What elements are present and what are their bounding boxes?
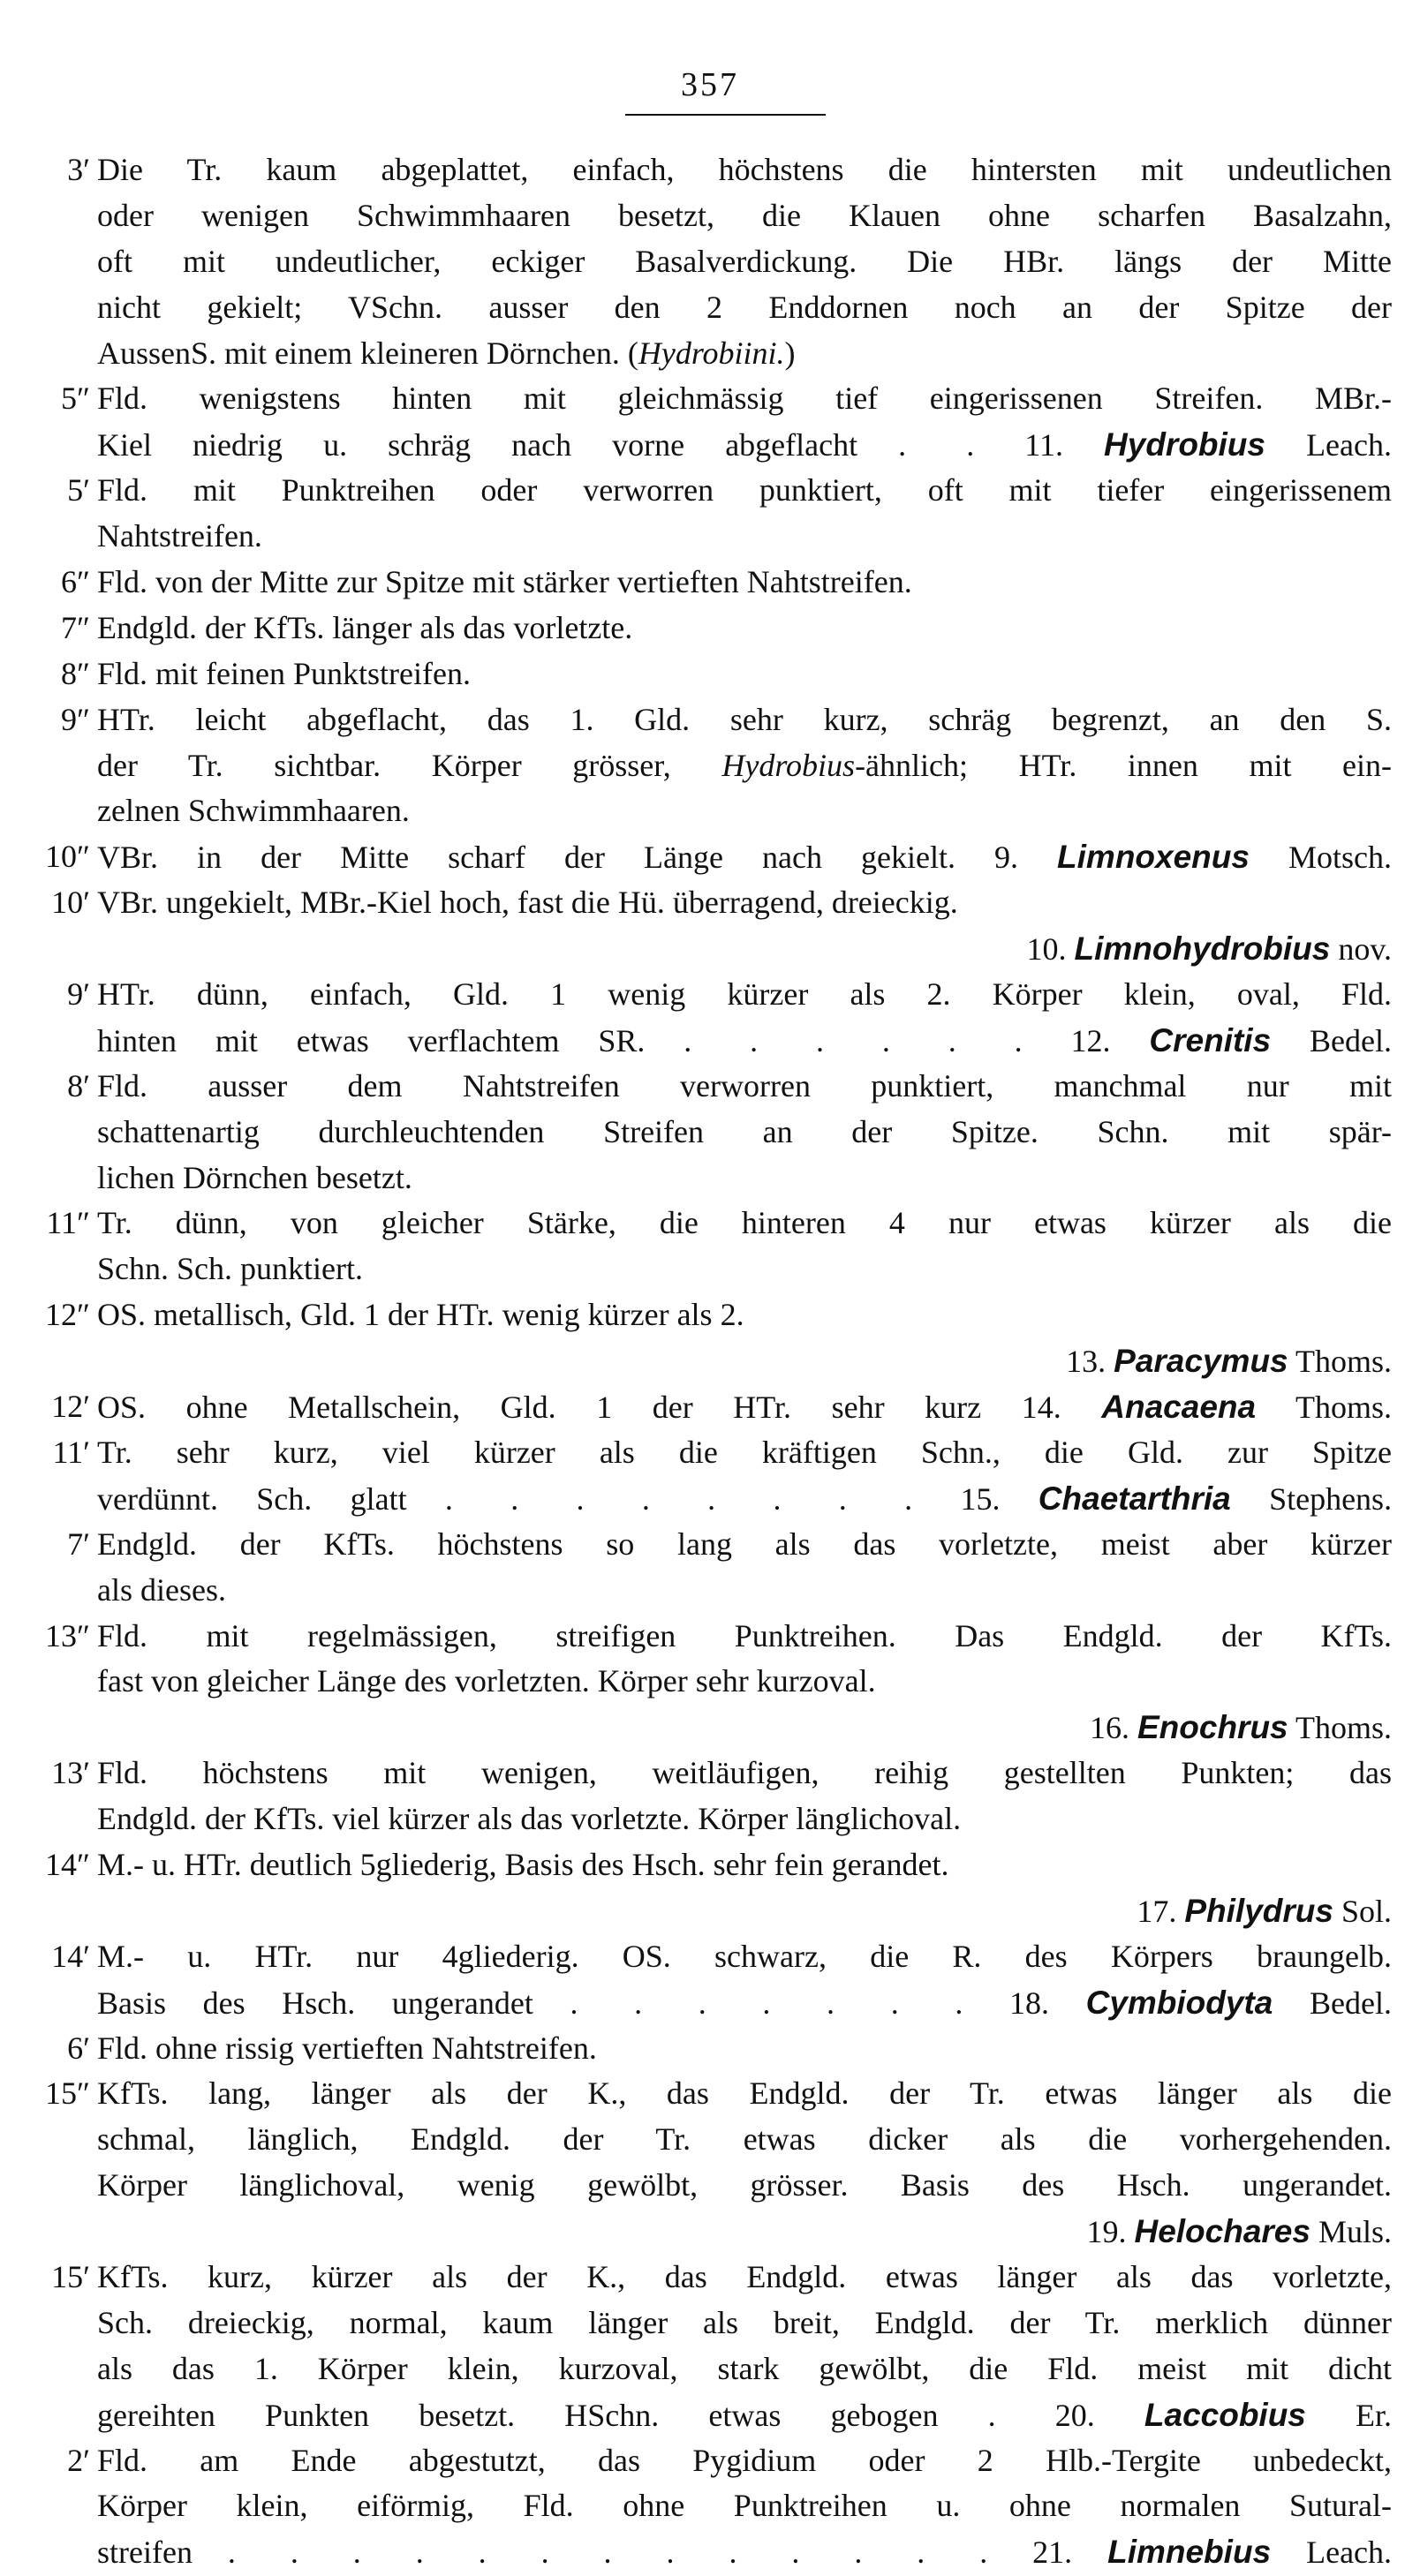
couplet-marker: 6″ bbox=[61, 564, 90, 600]
line-text: Endgld. der KfTs. höchstens so lang als das vorletzte, meist aber kürzer bbox=[97, 1525, 1392, 1562]
text-line bbox=[97, 1522, 1392, 1568]
genus-author: Muls. bbox=[1318, 2214, 1392, 2250]
text-line bbox=[97, 1934, 1392, 1980]
text-line bbox=[97, 1476, 1392, 1522]
text-line bbox=[97, 331, 1392, 377]
text-line bbox=[97, 2301, 1392, 2346]
line-text: Kiel niedrig u. schräg nach vorne abgeflacht bbox=[97, 427, 858, 463]
text-line bbox=[97, 2529, 1392, 2575]
genus-number: 21. bbox=[1032, 2535, 1073, 2571]
text-line bbox=[97, 2026, 1392, 2072]
genus-number: 10. bbox=[1026, 931, 1067, 968]
genus-author: Bedel. bbox=[1310, 1985, 1392, 2021]
couplet-marker: 15″ bbox=[45, 2075, 90, 2112]
key-entry bbox=[35, 1751, 1392, 1842]
genus-number: 12. bbox=[1070, 1022, 1111, 1058]
genus-name: Crenitis bbox=[1149, 1021, 1272, 1058]
couplet-marker: 8″ bbox=[61, 655, 90, 691]
genus-number: 13. bbox=[1066, 1344, 1107, 1380]
genus-number: 20. bbox=[1054, 2397, 1095, 2433]
line-text: OS. ohne Metallschein, Gld. 1 der HTr. sehr kurz bbox=[97, 1390, 982, 1426]
text-line bbox=[97, 834, 1392, 880]
key-entry bbox=[35, 880, 1392, 972]
text-line bbox=[97, 1064, 1392, 1110]
line-text: VBr. in der Mitte scharf der Länge nach gekielt. bbox=[97, 840, 955, 876]
couplet-marker: 8′ bbox=[67, 1067, 90, 1103]
text-line bbox=[97, 697, 1392, 743]
text-line bbox=[97, 1018, 1392, 1064]
genus-name: Paracymus bbox=[1114, 1343, 1288, 1380]
line-text: Nahtstreifen. bbox=[97, 518, 262, 554]
line-text: oder wenigen Schwimmhaaren besetzt, die Klauen ohne scharfen Basalzahn, bbox=[97, 197, 1392, 233]
text-line bbox=[97, 422, 1392, 468]
line-text: Basis des Hsch. ungerandet bbox=[97, 1985, 533, 2021]
text-line bbox=[97, 468, 1392, 514]
text-line bbox=[97, 972, 1392, 1018]
couplet-marker: 9″ bbox=[61, 701, 90, 737]
leader-dots: . . . . . . . . . . . . . bbox=[227, 2535, 998, 2571]
line-text: M.- u. HTr. nur 4gliederig. OS. schwarz, die R. des Körpers braungelb. bbox=[97, 1938, 1392, 1974]
line-text: zelnen Schwimmhaaren. bbox=[97, 793, 410, 829]
key-entry bbox=[35, 468, 1392, 560]
text-line bbox=[97, 239, 1392, 285]
text-line bbox=[97, 2392, 1392, 2438]
taxon-name-italic: Hydrobius bbox=[721, 747, 856, 783]
key-entry bbox=[35, 1430, 1392, 1522]
line-text: nicht gekielt; VSchn. ausser den 2 Enddornen noch an der Spitze der bbox=[97, 289, 1392, 325]
couplet-marker: 7″ bbox=[61, 609, 90, 645]
line-text: Fld. am Ende abgestutzt, das Pygidium oder 2 Hlb.-Tergite unbedeckt, bbox=[97, 2442, 1392, 2478]
key-entry bbox=[35, 1384, 1392, 1430]
key-entry bbox=[35, 972, 1392, 1064]
line-text: Körper länglichoval, wenig gewölbt, grösser. Basis des Hsch. ungerandet. bbox=[97, 2167, 1392, 2203]
text-line bbox=[97, 606, 1392, 652]
line-text: Tr. dünn, von gleicher Stärke, die hinteren 4 nur etwas kürzer als die bbox=[97, 1205, 1392, 1241]
key-entry bbox=[35, 1201, 1392, 1292]
text-line bbox=[97, 1705, 1392, 1751]
leader-dots: . . . . . . . bbox=[570, 1985, 973, 2021]
line-text: OS. metallisch, Gld. 1 der HTr. wenig kürzer als 2. bbox=[97, 1297, 744, 1333]
line-text: oft mit undeutlicher, eckiger Basalverdickung. Die HBr. längs der Mitte bbox=[97, 243, 1392, 279]
genus-author: Er. bbox=[1356, 2397, 1393, 2433]
couplet-marker: 7′ bbox=[67, 1525, 90, 1562]
line-text: der Tr. sichtbar. Körper grösser, bbox=[97, 747, 671, 783]
line-text: streifen bbox=[97, 2535, 193, 2571]
line-text: Fld. mit regelmässigen, streifigen Punktreihen. Das Endgld. der KfTs. bbox=[97, 1617, 1392, 1653]
genus-author: Thoms. bbox=[1295, 1710, 1392, 1746]
line-text: schattenartig durchleuchtenden Streifen an der Spitze. Schn. mit spär- bbox=[97, 1113, 1392, 1149]
page-number: 357 bbox=[681, 66, 739, 103]
text-line bbox=[97, 2071, 1392, 2117]
genus-author: Motsch. bbox=[1288, 840, 1392, 876]
line-text: Fld. mit Punktreihen oder verworren punktiert, oft mit tiefer eingerissenem bbox=[97, 472, 1392, 508]
key-entry bbox=[35, 2438, 1392, 2576]
text-line bbox=[97, 1842, 1392, 1888]
line-text: Tr. sehr kurz, viel kürzer als die kräftigen Schn., die Gld. zur Spitze bbox=[97, 1434, 1392, 1470]
line-text: Endgld. der KfTs. viel kürzer als das vorletzte. Körper länglichoval. bbox=[97, 1801, 962, 1837]
genus-number: 9. bbox=[994, 840, 1019, 876]
text-line bbox=[97, 1384, 1392, 1430]
leader-dots: . . bbox=[898, 427, 985, 463]
genus-author: Stephens. bbox=[1269, 1480, 1393, 1517]
text-line bbox=[97, 880, 1392, 926]
line-text: Fld. höchstens mit wenigen, weitläufigen, reihig gestellten Punkten; das bbox=[97, 1755, 1392, 1791]
key-entry bbox=[35, 1934, 1392, 2026]
line-text: als dieses. bbox=[97, 1571, 226, 1608]
line-text: HTr. leicht abgeflacht, das 1. Gld. sehr kurz, schräg begrenzt, an den S. bbox=[97, 701, 1392, 737]
couplet-marker: 2′ bbox=[67, 2442, 90, 2478]
text-line bbox=[97, 1751, 1392, 1796]
line-text: Fld. wenigstens hinten mit gleichmässig tief eingerissenen Streifen. MBr.- bbox=[97, 380, 1392, 417]
text-line bbox=[97, 2483, 1392, 2529]
couplet-marker: 11′ bbox=[52, 1434, 90, 1470]
text-line bbox=[97, 2438, 1392, 2484]
text-line bbox=[97, 560, 1392, 606]
line-text: HTr. dünn, einfach, Gld. 1 wenig kürzer als 2. Körper klein, oval, Fld. bbox=[97, 976, 1392, 1013]
text-line bbox=[97, 1980, 1392, 2026]
key-entry bbox=[35, 1064, 1392, 1201]
genus-number: 18. bbox=[1008, 1985, 1049, 2021]
line-text: KfTs. kurz, kürzer als der K., das Endgld. etwas länger als das vorletzte, bbox=[97, 2258, 1392, 2294]
couplet-marker: 10′ bbox=[51, 885, 90, 921]
genus-number: 15. bbox=[960, 1480, 1001, 1517]
key-entry bbox=[35, 834, 1392, 880]
text-line bbox=[97, 1430, 1392, 1476]
genus-author: Thoms. bbox=[1295, 1344, 1392, 1380]
genus-name: Cymbiodyta bbox=[1085, 1984, 1273, 2021]
text-line bbox=[97, 2346, 1392, 2392]
line-text: -ähnlich; HTr. innen mit ein- bbox=[855, 747, 1392, 783]
genus-author: Leach. bbox=[1306, 2535, 1393, 2571]
line-text: Fld. mit feinen Punktstreifen. bbox=[97, 655, 471, 691]
genus-number: 19. bbox=[1086, 2214, 1127, 2250]
text-line bbox=[97, 1201, 1392, 1247]
text-line bbox=[97, 193, 1392, 239]
text-line bbox=[97, 514, 1392, 560]
text-line bbox=[97, 1110, 1392, 1156]
line-text: M.- u. HTr. deutlich 5gliederig, Basis des Hsch. sehr fein gerandet. bbox=[97, 1846, 949, 1882]
text-line bbox=[97, 652, 1392, 697]
line-text: lichen Dörnchen besetzt. bbox=[97, 1159, 412, 1195]
line-text: verdünnt. Sch. glatt bbox=[97, 1480, 407, 1517]
couplet-marker: 11″ bbox=[46, 1205, 90, 1241]
key-entry bbox=[35, 1614, 1392, 1751]
text-line bbox=[97, 1292, 1392, 1338]
key-entry bbox=[35, 697, 1392, 835]
text-line bbox=[97, 926, 1392, 972]
key-entry bbox=[35, 376, 1392, 468]
text-line bbox=[97, 376, 1392, 422]
key-entry bbox=[35, 606, 1392, 652]
genus-name: Hydrobius bbox=[1104, 426, 1265, 463]
line-text: gereihten Punkten besetzt. HSchn. etwas gebogen bbox=[97, 2397, 939, 2433]
taxon-name-italic: Hydrobiini. bbox=[638, 335, 785, 371]
genus-author: Thoms. bbox=[1295, 1390, 1393, 1426]
couplet-marker: 15′ bbox=[51, 2258, 90, 2294]
couplet-marker: 5″ bbox=[61, 380, 90, 417]
key-entry bbox=[35, 1292, 1392, 1384]
text-line bbox=[97, 1568, 1392, 1614]
text-line bbox=[97, 743, 1392, 789]
genus-name: Anacaena bbox=[1101, 1389, 1257, 1426]
line-text: fast von gleicher Länge des vorletzten. Körper sehr kurzoval. bbox=[97, 1663, 876, 1699]
leader-dots: . bbox=[987, 2397, 1006, 2433]
genus-author: nov. bbox=[1338, 931, 1392, 968]
couplet-marker: 12′ bbox=[51, 1389, 90, 1425]
genus-name: Limnohydrobius bbox=[1074, 930, 1331, 968]
couplet-marker: 13′ bbox=[51, 1755, 90, 1791]
genus-name: Helochares bbox=[1134, 2213, 1310, 2250]
couplet-marker: 9′ bbox=[67, 976, 90, 1013]
genus-name: Laccobius bbox=[1144, 2396, 1306, 2433]
line-text: Fld. von der Mitte zur Spitze mit stärker vertieften Nahtstreifen. bbox=[97, 564, 912, 600]
couplet-marker: 14′ bbox=[51, 1938, 90, 1974]
text-line bbox=[97, 2209, 1392, 2255]
text-line bbox=[97, 1614, 1392, 1660]
text-line bbox=[97, 1247, 1392, 1292]
genus-author: Bedel. bbox=[1310, 1022, 1393, 1058]
text-line bbox=[97, 1156, 1392, 1201]
genus-number: 14. bbox=[1021, 1390, 1061, 1426]
genus-name: Limnebius bbox=[1107, 2534, 1272, 2571]
text-line bbox=[97, 1659, 1392, 1705]
text-line bbox=[97, 1796, 1392, 1842]
genus-author: Leach. bbox=[1306, 427, 1392, 463]
key-entry bbox=[35, 2255, 1392, 2438]
text-line bbox=[97, 1888, 1392, 1934]
text-line bbox=[97, 147, 1392, 193]
key-entry bbox=[35, 1842, 1392, 1934]
genus-number: 17. bbox=[1137, 1893, 1177, 1929]
line-text: AussenS. mit einem kleineren Dörnchen. ( bbox=[97, 335, 638, 371]
couplet-marker: 14″ bbox=[45, 1846, 90, 1882]
line-text: Sch. dreieckig, normal, kaum länger als breit, Endgld. der Tr. merklich dünner bbox=[97, 2304, 1392, 2340]
key-entry bbox=[35, 652, 1392, 697]
leader-dots: . . . . . . . . bbox=[444, 1480, 923, 1517]
line-text: Körper klein, eiförmig, Fld. ohne Punktreihen u. ohne normalen Sutural- bbox=[97, 2488, 1392, 2524]
genus-number: 16. bbox=[1089, 1710, 1129, 1746]
line-text: Fld. ausser dem Nahtstreifen verworren punktiert, manchmal nur mit bbox=[97, 1067, 1392, 1103]
line-text: Fld. ohne rissig vertieften Nahtstreifen. bbox=[97, 2030, 597, 2066]
line-text: Die Tr. kaum abgeplattet, einfach, höchstens die hintersten mit undeutlichen bbox=[97, 152, 1392, 187]
leader-dots: . . . . . . bbox=[684, 1022, 1032, 1058]
genus-name: Chaetarthria bbox=[1038, 1480, 1231, 1517]
genus-name: Limnoxenus bbox=[1057, 839, 1250, 876]
text-line bbox=[97, 285, 1392, 331]
couplet-marker: 12″ bbox=[45, 1297, 90, 1333]
line-text: als das 1. Körper klein, kurzoval, stark gewölbt, die Fld. meist mit dicht bbox=[97, 2350, 1392, 2386]
couplet-marker: 6′ bbox=[67, 2030, 90, 2066]
key-entry bbox=[35, 2071, 1392, 2255]
line-text: Endgld. der KfTs. länger als das vorletzte. bbox=[97, 609, 633, 645]
genus-name: Philydrus bbox=[1184, 1892, 1333, 1929]
line-text: VBr. ungekielt, MBr.-Kiel hoch, fast die Hü. überragend, dreieckig. bbox=[97, 885, 958, 921]
text-line bbox=[97, 2255, 1392, 2301]
couplet-marker: 5′ bbox=[67, 472, 90, 508]
couplet-marker: 3′ bbox=[67, 152, 90, 187]
header-rule bbox=[625, 114, 826, 116]
couplet-marker: 10″ bbox=[45, 839, 90, 875]
text-line bbox=[97, 2117, 1392, 2163]
text-line bbox=[97, 788, 1392, 834]
key-entry bbox=[35, 147, 1392, 376]
genus-name: Enochrus bbox=[1137, 1709, 1288, 1746]
line-text: ) bbox=[784, 335, 796, 371]
key-entry bbox=[35, 1522, 1392, 1614]
key-entry bbox=[35, 2026, 1392, 2072]
genus-author: Sol. bbox=[1341, 1893, 1392, 1929]
line-text: hinten mit etwas verflachtem SR. bbox=[97, 1022, 646, 1058]
couplet-marker: 13″ bbox=[45, 1617, 90, 1653]
line-text: KfTs. lang, länger als der K., das Endgld. der Tr. etwas länger als die bbox=[97, 2075, 1392, 2112]
genus-number: 11. bbox=[1024, 427, 1063, 463]
identification-key bbox=[35, 147, 1392, 2575]
key-entry bbox=[35, 560, 1392, 606]
text-line bbox=[97, 2163, 1392, 2209]
line-text: schmal, länglich, Endgld. der Tr. etwas dicker als die vorhergehenden. bbox=[97, 2121, 1392, 2158]
text-line bbox=[97, 1338, 1392, 1384]
line-text: Schn. Sch. punktiert. bbox=[97, 1251, 363, 1287]
